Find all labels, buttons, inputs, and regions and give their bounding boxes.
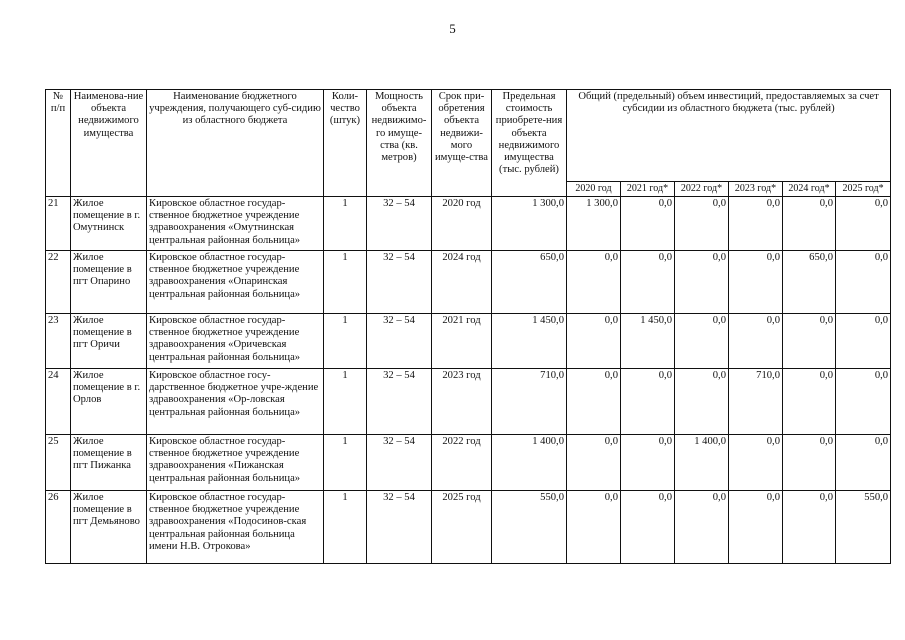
object-name: Жилое помещение в пгт Демьяново [71,491,147,564]
year-value: 0,0 [621,369,675,435]
year-value: 0,0 [621,251,675,314]
table-row [46,197,891,251]
institution-name: Кировское областное государ-ственное бюджетное учреждение здравоохранения «Омутнинская центральная районная больница» [147,197,324,251]
year-value: 0,0 [783,314,836,369]
acquisition-term: 2020 год [432,197,492,251]
year-value: 1 400,0 [675,435,729,491]
year-value: 0,0 [783,197,836,251]
institution-name: Кировское областное государ-ственное бюджетное учреждение здравоохранения «Опаринская центральная районная больница» [147,251,324,314]
institution-name: Кировское областное государ-ственное бюджетное учреждение здравоохранения «Подосинов-ская центральная районная больница имени Н.В. Отрокова» [147,491,324,564]
max-cost: 710,0 [492,369,567,435]
quantity: 1 [324,491,367,564]
year-value: 0,0 [621,197,675,251]
institution-name: Кировское областное госу-дарственное бюджетное учре-ждение здравоохранения «Ор-ловская центральная районная больница» [147,369,324,435]
quantity: 1 [324,369,367,435]
table-row [46,251,891,314]
year-header: 2023 год* [729,182,783,197]
year-value: 0,0 [836,314,891,369]
year-value: 0,0 [675,251,729,314]
capacity: 32 – 54 [367,369,432,435]
year-value: 0,0 [729,314,783,369]
quantity: 1 [324,435,367,491]
object-name: Жилое помещение в пгт Оричи [71,314,147,369]
max-cost: 550,0 [492,491,567,564]
acquisition-term: 2025 год [432,491,492,564]
year-value: 0,0 [836,197,891,251]
year-value: 0,0 [783,435,836,491]
year-value: 0,0 [621,491,675,564]
year-value: 0,0 [567,435,621,491]
capacity: 32 – 54 [367,251,432,314]
year-value: 0,0 [567,314,621,369]
capacity: 32 – 54 [367,435,432,491]
year-value: 0,0 [567,491,621,564]
year-header: 2020 год [567,182,621,197]
year-value: 0,0 [675,491,729,564]
max-cost: 650,0 [492,251,567,314]
year-value: 0,0 [729,491,783,564]
institution-name: Кировское областное государ-ственное бюджетное учреждение здравоохранения «Пижанская центральная районная больница» [147,435,324,491]
row-number: 26 [46,491,71,564]
table-row [46,435,891,491]
year-value: 0,0 [675,314,729,369]
year-value: 0,0 [729,197,783,251]
year-value: 0,0 [729,435,783,491]
object-name: Жилое помещение в г. Орлов [71,369,147,435]
max-cost: 1 400,0 [492,435,567,491]
max-cost: 1 450,0 [492,314,567,369]
row-number: 22 [46,251,71,314]
year-header: 2022 год* [675,182,729,197]
quantity: 1 [324,314,367,369]
header-acquisition-term: Срок при-обретения объекта недвижи-мого имуще-ства [432,90,492,197]
year-header: 2025 год* [836,182,891,197]
year-value: 0,0 [729,251,783,314]
header-num: № п/п [46,90,71,197]
header-object-name: Наименова-ние объекта недвижимого имущества [71,90,147,197]
quantity: 1 [324,197,367,251]
year-value: 0,0 [783,369,836,435]
year-value: 710,0 [729,369,783,435]
year-value: 0,0 [621,435,675,491]
year-value: 1 300,0 [567,197,621,251]
capacity: 32 – 54 [367,197,432,251]
year-value: 0,0 [567,251,621,314]
table-row [46,491,891,564]
year-value: 0,0 [836,369,891,435]
max-cost: 1 300,0 [492,197,567,251]
institution-name: Кировское областное государ-ственное бюджетное учреждение здравоохранения «Оричевская центральная районная больница» [147,314,324,369]
object-name: Жилое помещение в пгт Опарино [71,251,147,314]
capacity: 32 – 54 [367,491,432,564]
acquisition-term: 2022 год [432,435,492,491]
quantity: 1 [324,251,367,314]
year-value: 650,0 [783,251,836,314]
page-number: 5 [449,21,456,36]
year-value: 1 450,0 [621,314,675,369]
year-value: 550,0 [836,491,891,564]
row-number: 24 [46,369,71,435]
table-row [46,314,891,369]
year-value: 0,0 [783,491,836,564]
acquisition-term: 2023 год [432,369,492,435]
year-header: 2024 год* [783,182,836,197]
acquisition-term: 2024 год [432,251,492,314]
year-value: 0,0 [675,369,729,435]
year-value: 0,0 [675,197,729,251]
header-row [46,90,891,182]
capacity: 32 – 54 [367,314,432,369]
table-row [46,369,891,435]
header-quantity: Коли-чество (штук) [324,90,367,197]
year-header: 2021 год* [621,182,675,197]
row-number: 21 [46,197,71,251]
row-number: 23 [46,314,71,369]
object-name: Жилое помещение в г. Омутнинск [71,197,147,251]
investment-table [45,89,891,564]
year-value: 0,0 [567,369,621,435]
header-max-cost: Предельная стоимость приобрете-ния объекта недвижимого имущества (тыс. рублей) [492,90,567,197]
header-institution: Наименование бюджетного учреждения, получающего суб-сидию из областного бюджета [147,90,324,197]
object-name: Жилое помещение в пгт Пижанка [71,435,147,491]
year-value: 0,0 [836,435,891,491]
row-number: 25 [46,435,71,491]
year-value: 0,0 [836,251,891,314]
header-investment: Общий (предельный) объем инвестиций, предоставляемых за счет субсидии из областного бюджета (тыс. рублей) [567,90,891,182]
header-capacity: Мощность объекта недвижимо-го имуще-ства (кв. метров) [367,90,432,197]
acquisition-term: 2021 год [432,314,492,369]
